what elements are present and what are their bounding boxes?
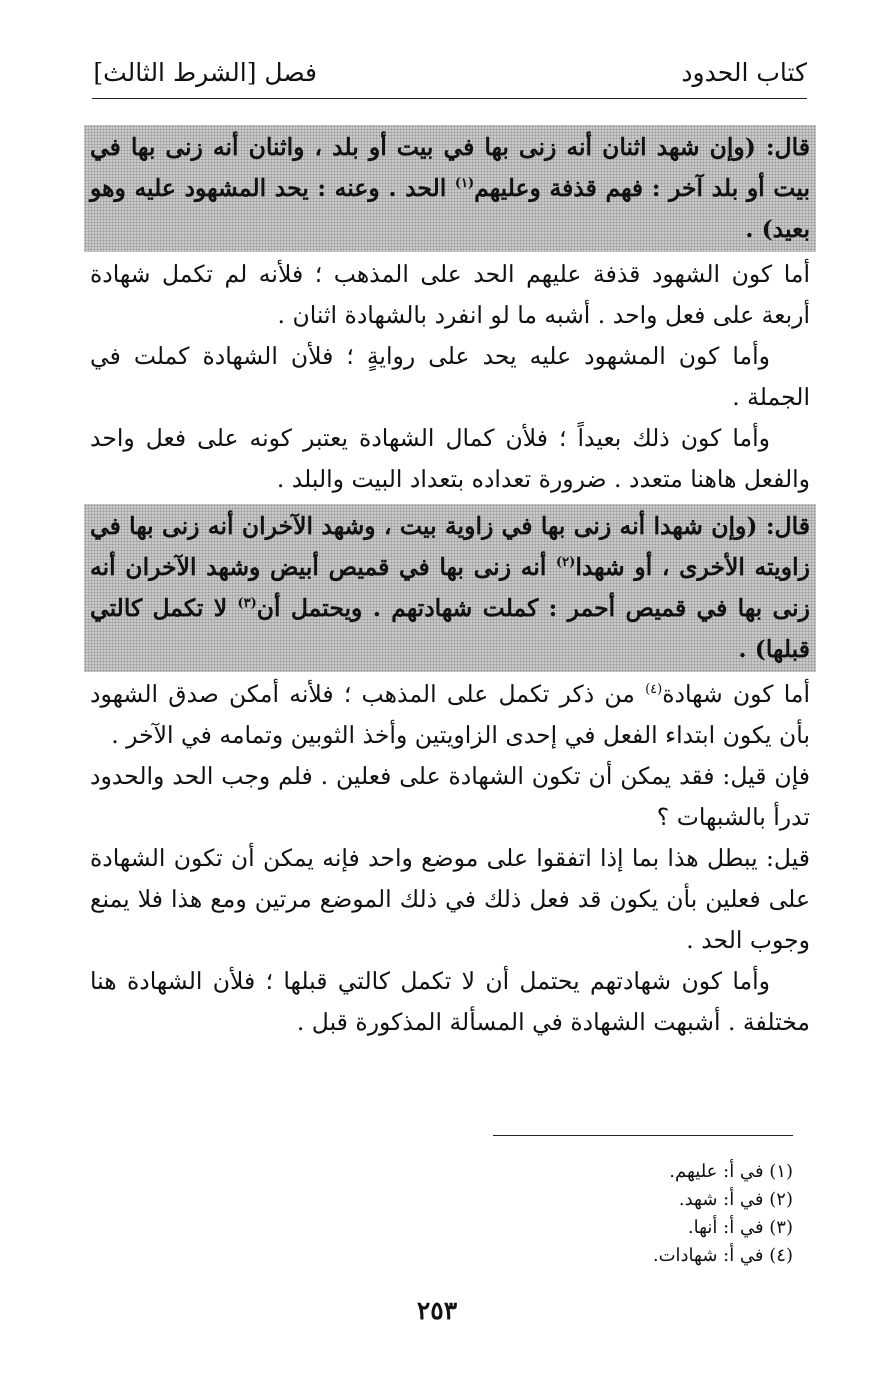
- footnote-2: (٢) في أ: شهد.: [678, 1189, 793, 1210]
- paragraph-7: وأما كون شهادتهم يحتمل أن لا تكمل كالتي قبلها ؛ فلأن الشهادة هنا مختلفة . أشبهت الشهادة في المسألة المذكورة قبل .: [90, 967, 810, 1036]
- issue-2-text-c: لا تكمل كالتي قبلها) .: [90, 594, 810, 663]
- paragraph-4-b: من ذكر تكمل على المذهب ؛ فلأنه أمكن صدق الشهود بأن يكون ابتداء الفعل في إحدى الزاويتين وأخذ الثوبين وتمامه في الآخر .: [90, 680, 810, 749]
- issue-block-1: [84, 125, 816, 252]
- issue-2-text-b: أنه زنى بها في قميص أبيض وشهد الآخران أنه زنى بها في قميص أحمر : كملت شهادتهم . ويحتمل أن: [90, 553, 811, 622]
- running-header: [92, 58, 807, 96]
- book-title: كتاب الحدود: [681, 58, 807, 87]
- footnote-ref-1: (١): [454, 176, 475, 192]
- issue-1-text-end: الحد . وعنه : يحد المشهود عليه وهو بعيد) .: [90, 174, 810, 243]
- issue-2-text-a: قال: (وإن شهدا أنه زنى بها في زاوية بيت ، وشهد الآخران أنه زنى بها في زاويته الأخرى ، أو شهدا: [90, 512, 810, 581]
- main-text: [90, 125, 810, 1043]
- footnote-ref-4: (٤): [645, 682, 663, 698]
- footnote-4: (٤) في أ: شهادات.: [652, 1245, 793, 1266]
- footnotes: [493, 1158, 793, 1270]
- chapter-title: فصل [الشرط الثالث]: [93, 58, 317, 87]
- paragraph-1: أما كون الشهود قذفة عليهم الحد على المذهب ؛ فلأنه لم تكمل شهادة أربعة على فعل واحد . أشبه ما لو انفرد بالشهادة اثنان .: [90, 260, 810, 329]
- footnote-ref-2: (٢): [556, 555, 576, 571]
- issue-block-2: [84, 504, 816, 672]
- header-rule: [92, 98, 807, 99]
- paragraph-6: قيل: يبطل هذا بما إذا اتفقوا على موضع واحد فإنه يمكن أن تكون الشهادة على فعلين بأن يكون قد فعل ذلك في ذلك الموضع مرتين ومع هذا فلا يمنع وجوب الحد .: [90, 844, 810, 954]
- paragraph-5: فإن قيل: فقد يمكن أن تكون الشهادة على فعلين . فلم وجب الحد والحدود تدرأ بالشبهات ؟: [90, 762, 810, 831]
- issue-1-text: قال: (وإن شهد اثنان أنه زنى بها في بيت أو بلد ، واثنان أنه زنى بها في بيت أو بلد آخر : فهم قذفة وعليهم: [90, 133, 810, 202]
- paragraph-3: وأما كون ذلك بعيداً ؛ فلأن كمال الشهادة يعتبر كونه على فعل واحد والفعل هاهنا متعدد . ضرورة تعداده بتعداد البيت والبلد .: [90, 424, 810, 493]
- paragraph-4-a: أما كون شهادة: [662, 680, 810, 708]
- footnote-rule: [493, 1135, 793, 1136]
- paragraph-4: [90, 674, 810, 756]
- footnote-3: (٣) في أ: أنها.: [687, 1217, 793, 1238]
- paragraph-2: وأما كون المشهود عليه يحد على روايةٍ ؛ فلأن الشهادة كملت في الجملة .: [90, 342, 810, 411]
- footnote-ref-3: (٣): [237, 596, 257, 612]
- page-number: ٢٥٣: [416, 1296, 458, 1325]
- footnote-1: (١) في أ: عليهم.: [669, 1161, 793, 1182]
